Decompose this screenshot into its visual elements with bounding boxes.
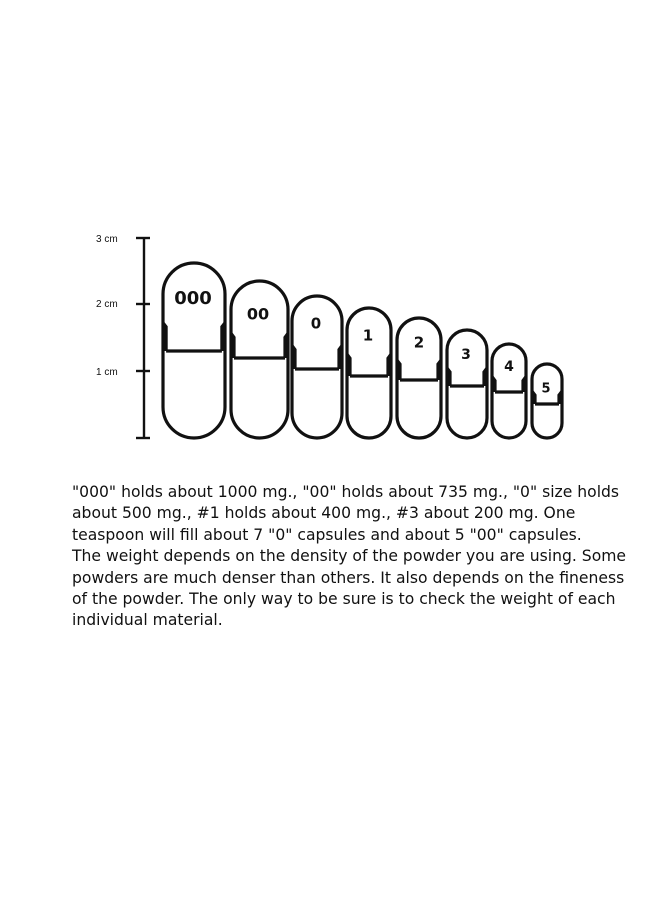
density-paragraph: The weight depends on the density of the powder you are using. Some powders are much denser than others. It also depends on the fineness of the powder. The only way to be sure is to check the weight of each individual material.	[72, 547, 627, 630]
capsule-size-2	[397, 318, 441, 438]
capsule-label: 4	[504, 359, 514, 375]
capsule-label: 1	[362, 326, 374, 345]
capsule-size-0	[292, 296, 342, 438]
capsule-size-3	[447, 330, 487, 438]
capsule-size-000	[163, 263, 225, 438]
capacity-description	[72, 482, 632, 632]
scale-label-2cm: 2 cm	[96, 299, 118, 310]
scale-ruler	[96, 234, 150, 438]
capacity-paragraph: "000" holds about 1000 mg., "00" holds about 735 mg., "0" size holds about 500 mg., #1 holds about 400 mg., #3 about 200 mg. One teaspoon will fill about 7 "0" capsules and about 5 "00" capsules.	[72, 483, 620, 544]
capsule-label: 000	[174, 288, 212, 309]
capsule-size-00	[231, 281, 288, 438]
scale-label-1cm: 1 cm	[96, 367, 118, 378]
capsule-size-1	[347, 308, 391, 438]
capsule-size-5	[532, 364, 562, 438]
capsule-size-4	[492, 344, 526, 438]
capsule-label: 3	[461, 347, 471, 363]
capsule-label: 00	[246, 304, 270, 324]
scale-label-3cm: 3 cm	[96, 234, 118, 245]
capsule-label: 2	[413, 333, 425, 352]
capsule-label: 5	[541, 381, 551, 397]
capsule-row	[163, 263, 562, 438]
capsule-label: 0	[310, 314, 322, 333]
